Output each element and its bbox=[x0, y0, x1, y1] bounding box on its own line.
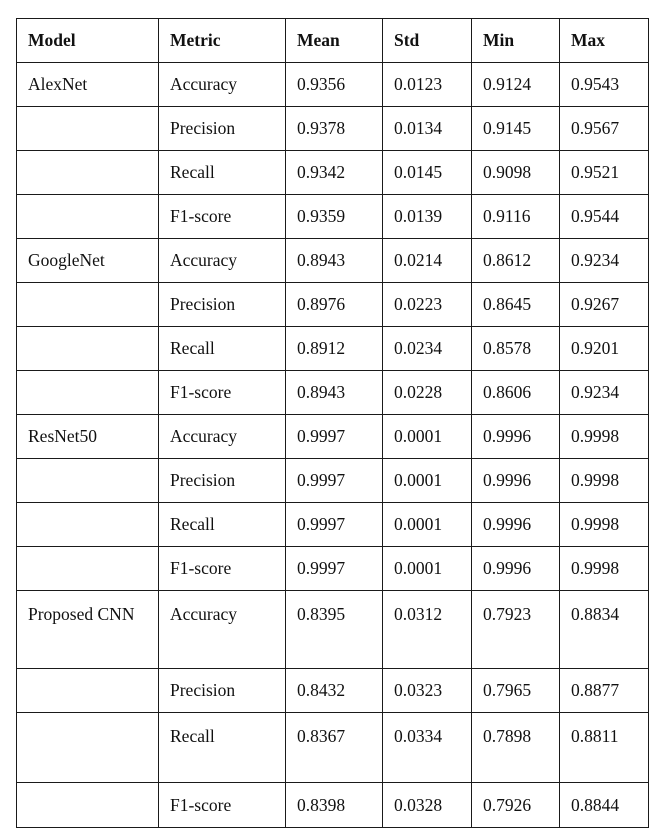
cell-metric: Precision bbox=[159, 669, 286, 713]
cell-model bbox=[17, 503, 159, 547]
cell-max: 0.8877 bbox=[560, 669, 649, 713]
cell-min: 0.8612 bbox=[472, 239, 560, 283]
cell-max: 0.9567 bbox=[560, 107, 649, 151]
cell-model bbox=[17, 713, 159, 783]
cell-metric: Precision bbox=[159, 459, 286, 503]
cell-min: 0.8606 bbox=[472, 371, 560, 415]
cell-model bbox=[17, 669, 159, 713]
table-row bbox=[17, 195, 649, 239]
header-mean: Mean bbox=[286, 19, 383, 63]
cell-metric: F1-score bbox=[159, 195, 286, 239]
cell-min: 0.9996 bbox=[472, 415, 560, 459]
model-metrics-table bbox=[16, 18, 649, 828]
header-min: Min bbox=[472, 19, 560, 63]
cell-min: 0.9098 bbox=[472, 151, 560, 195]
header-metric: Metric bbox=[159, 19, 286, 63]
table-row bbox=[17, 591, 649, 669]
table-row bbox=[17, 151, 649, 195]
table-row bbox=[17, 783, 649, 828]
cell-mean: 0.8367 bbox=[286, 713, 383, 783]
cell-min: 0.9116 bbox=[472, 195, 560, 239]
cell-metric: Accuracy bbox=[159, 591, 286, 669]
cell-mean: 0.8976 bbox=[286, 283, 383, 327]
cell-std: 0.0323 bbox=[383, 669, 472, 713]
cell-max: 0.9998 bbox=[560, 503, 649, 547]
cell-std: 0.0228 bbox=[383, 371, 472, 415]
cell-mean: 0.9997 bbox=[286, 459, 383, 503]
cell-std: 0.0001 bbox=[383, 459, 472, 503]
cell-mean: 0.8943 bbox=[286, 371, 383, 415]
cell-mean: 0.8395 bbox=[286, 591, 383, 669]
table-row bbox=[17, 107, 649, 151]
cell-max: 0.9267 bbox=[560, 283, 649, 327]
cell-model bbox=[17, 459, 159, 503]
cell-max: 0.9234 bbox=[560, 371, 649, 415]
header-max: Max bbox=[560, 19, 649, 63]
cell-max: 0.9543 bbox=[560, 63, 649, 107]
cell-metric: F1-score bbox=[159, 547, 286, 591]
cell-std: 0.0123 bbox=[383, 63, 472, 107]
cell-max: 0.9521 bbox=[560, 151, 649, 195]
cell-metric: Recall bbox=[159, 713, 286, 783]
cell-min: 0.9124 bbox=[472, 63, 560, 107]
table-row bbox=[17, 503, 649, 547]
cell-min: 0.7926 bbox=[472, 783, 560, 828]
cell-min: 0.9996 bbox=[472, 459, 560, 503]
cell-max: 0.9998 bbox=[560, 459, 649, 503]
cell-std: 0.0139 bbox=[383, 195, 472, 239]
cell-mean: 0.9359 bbox=[286, 195, 383, 239]
cell-std: 0.0001 bbox=[383, 503, 472, 547]
cell-metric: Recall bbox=[159, 503, 286, 547]
table-row bbox=[17, 327, 649, 371]
cell-metric: Recall bbox=[159, 327, 286, 371]
cell-model bbox=[17, 151, 159, 195]
cell-min: 0.7965 bbox=[472, 669, 560, 713]
table-row bbox=[17, 547, 649, 591]
table-row bbox=[17, 63, 649, 107]
cell-std: 0.0234 bbox=[383, 327, 472, 371]
cell-max: 0.9234 bbox=[560, 239, 649, 283]
cell-model bbox=[17, 547, 159, 591]
cell-metric: Accuracy bbox=[159, 239, 286, 283]
cell-max: 0.9998 bbox=[560, 415, 649, 459]
cell-min: 0.7898 bbox=[472, 713, 560, 783]
cell-metric: Accuracy bbox=[159, 63, 286, 107]
cell-min: 0.7923 bbox=[472, 591, 560, 669]
cell-metric: Accuracy bbox=[159, 415, 286, 459]
cell-min: 0.8578 bbox=[472, 327, 560, 371]
cell-max: 0.8844 bbox=[560, 783, 649, 828]
cell-std: 0.0214 bbox=[383, 239, 472, 283]
cell-mean: 0.9356 bbox=[286, 63, 383, 107]
cell-mean: 0.8432 bbox=[286, 669, 383, 713]
cell-std: 0.0145 bbox=[383, 151, 472, 195]
cell-mean: 0.9378 bbox=[286, 107, 383, 151]
table-row bbox=[17, 283, 649, 327]
cell-model bbox=[17, 107, 159, 151]
cell-model bbox=[17, 371, 159, 415]
table-row bbox=[17, 669, 649, 713]
cell-std: 0.0001 bbox=[383, 547, 472, 591]
cell-max: 0.9998 bbox=[560, 547, 649, 591]
cell-model bbox=[17, 283, 159, 327]
cell-model: GoogleNet bbox=[17, 239, 159, 283]
header-model: Model bbox=[17, 19, 159, 63]
cell-metric: F1-score bbox=[159, 783, 286, 828]
cell-max: 0.9544 bbox=[560, 195, 649, 239]
cell-model: AlexNet bbox=[17, 63, 159, 107]
cell-min: 0.8645 bbox=[472, 283, 560, 327]
cell-std: 0.0134 bbox=[383, 107, 472, 151]
cell-mean: 0.8943 bbox=[286, 239, 383, 283]
cell-model: Proposed CNN bbox=[17, 591, 159, 669]
cell-mean: 0.8912 bbox=[286, 327, 383, 371]
cell-min: 0.9996 bbox=[472, 503, 560, 547]
cell-mean: 0.8398 bbox=[286, 783, 383, 828]
table-row bbox=[17, 713, 649, 783]
cell-max: 0.9201 bbox=[560, 327, 649, 371]
cell-model bbox=[17, 327, 159, 371]
cell-mean: 0.9997 bbox=[286, 503, 383, 547]
cell-metric: Recall bbox=[159, 151, 286, 195]
cell-std: 0.0223 bbox=[383, 283, 472, 327]
cell-max: 0.8834 bbox=[560, 591, 649, 669]
table-row bbox=[17, 239, 649, 283]
table-row bbox=[17, 415, 649, 459]
cell-mean: 0.9997 bbox=[286, 415, 383, 459]
cell-std: 0.0334 bbox=[383, 713, 472, 783]
cell-min: 0.9996 bbox=[472, 547, 560, 591]
table-header-row bbox=[17, 19, 649, 63]
table-row bbox=[17, 371, 649, 415]
table-row bbox=[17, 459, 649, 503]
cell-std: 0.0328 bbox=[383, 783, 472, 828]
cell-min: 0.9145 bbox=[472, 107, 560, 151]
cell-metric: F1-score bbox=[159, 371, 286, 415]
cell-std: 0.0001 bbox=[383, 415, 472, 459]
cell-model bbox=[17, 195, 159, 239]
cell-mean: 0.9997 bbox=[286, 547, 383, 591]
cell-metric: Precision bbox=[159, 107, 286, 151]
header-std: Std bbox=[383, 19, 472, 63]
cell-mean: 0.9342 bbox=[286, 151, 383, 195]
cell-model: ResNet50 bbox=[17, 415, 159, 459]
cell-model bbox=[17, 783, 159, 828]
results-table-container bbox=[16, 18, 649, 828]
cell-std: 0.0312 bbox=[383, 591, 472, 669]
cell-metric: Precision bbox=[159, 283, 286, 327]
cell-max: 0.8811 bbox=[560, 713, 649, 783]
